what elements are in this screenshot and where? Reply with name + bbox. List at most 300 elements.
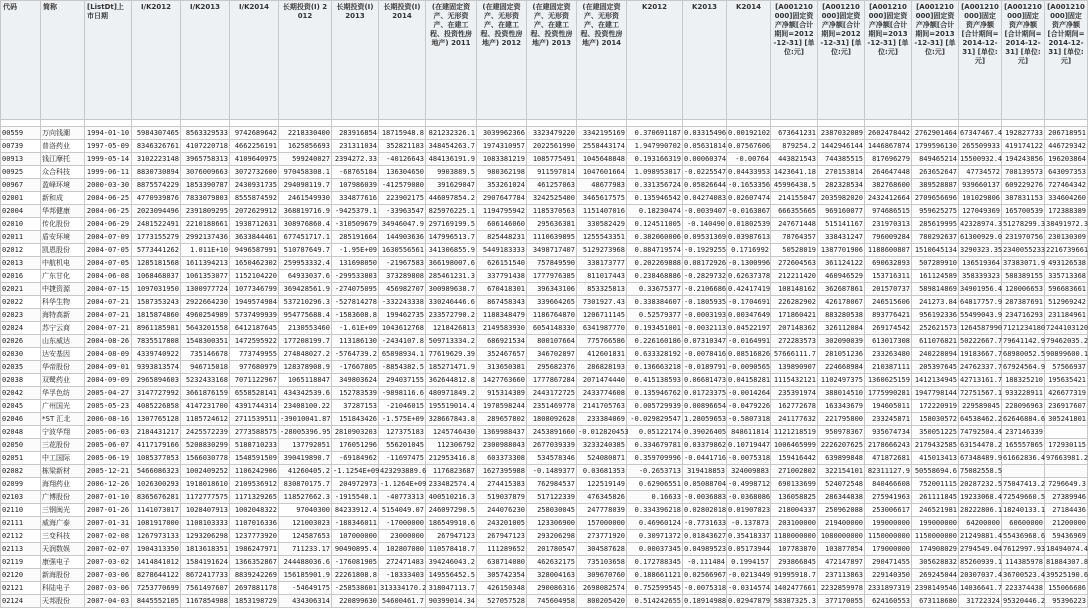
value-cell[interactable]: 4147231700	[181, 400, 230, 413]
value-cell[interactable]: 2922664230	[181, 296, 230, 309]
value-cell[interactable]: 2810903203	[332, 426, 379, 439]
value-cell[interactable]: 588389155	[1002, 270, 1045, 283]
value-cell[interactable]: 1185724612	[181, 413, 230, 426]
value-cell[interactable]: 0.338384607	[627, 296, 683, 309]
value-cell[interactable]: 205397645	[912, 361, 959, 374]
listing-date-cell[interactable]: 2004-06-29	[85, 218, 132, 231]
value-cell[interactable]: 849465214	[912, 153, 959, 166]
listing-date-cell[interactable]: 2007-01-26	[85, 504, 132, 517]
listing-date-cell[interactable]: 2007-02-07	[85, 543, 132, 556]
value-cell[interactable]: -0.1300996	[727, 257, 771, 270]
value-cell[interactable]: 1650462302	[230, 257, 279, 270]
value-cell[interactable]: 293206298	[527, 530, 577, 543]
column-header[interactable]: (在建固定资产、无形资产、在建工程、投资性房地产) 2011	[426, 1, 477, 120]
value-cell[interactable]: 0.46960124	[627, 517, 683, 530]
value-cell[interactable]: 0.08516826	[727, 348, 771, 361]
value-cell[interactable]: 670418301	[477, 283, 527, 296]
column-header[interactable]: 长期投资(I) 2014	[379, 1, 426, 120]
value-cell[interactable]: 388014510	[818, 387, 865, 400]
value-cell[interactable]: 131698050	[332, 257, 379, 270]
value-cell[interactable]: 0.334396218	[627, 504, 683, 517]
value-cell[interactable]: 42328974.3	[959, 218, 1002, 231]
value-cell[interactable]: 281051236	[818, 348, 865, 361]
value-cell[interactable]: 0.42417419	[727, 283, 771, 296]
value-cell[interactable]: 289657802	[477, 413, 527, 426]
value-cell[interactable]: -0.0075318	[683, 582, 727, 595]
value-cell[interactable]: 67924564.9	[1002, 361, 1045, 374]
column-header[interactable]: 长期投资(I) 2013	[332, 1, 379, 120]
stock-code-cell[interactable]: 02050	[1, 439, 41, 452]
stock-name-cell[interactable]: 广博股份	[41, 491, 85, 504]
value-cell[interactable]: 2794549.04	[959, 543, 1002, 556]
value-cell[interactable]: 0.124511005	[627, 218, 683, 231]
value-cell[interactable]: 446729342	[1045, 140, 1088, 153]
listing-date-cell[interactable]: 2007-02-08	[85, 530, 132, 543]
value-cell[interactable]: 368819716.9	[279, 205, 332, 218]
value-cell[interactable]: 1.098953817	[627, 166, 683, 179]
value-cell[interactable]: 7244103120	[1045, 322, 1088, 335]
value-cell[interactable]: 237113863	[818, 569, 865, 582]
value-cell[interactable]: 1587353243	[132, 296, 181, 309]
value-cell[interactable]: 149556452.5	[426, 569, 477, 582]
value-cell[interactable]: 1472595922	[230, 335, 279, 348]
stock-code-cell[interactable]: 00967	[1, 179, 41, 192]
value-cell[interactable]: -0.0441716	[683, 452, 727, 465]
value-cell[interactable]: 8830730894	[132, 166, 181, 179]
value-cell[interactable]: 0.1994157	[727, 556, 771, 569]
value-cell[interactable]: 0.135946762	[627, 387, 683, 400]
table-row[interactable]	[1, 426, 1088, 439]
value-cell[interactable]: 0.05826644	[683, 179, 727, 192]
value-cell[interactable]: 107986039	[332, 179, 379, 192]
value-cell[interactable]: 606146060	[477, 218, 527, 231]
value-cell[interactable]: 8278644122	[132, 569, 181, 582]
column-header[interactable]: [A001210000]固定资产净额[合计期间=2014-12-31] [单位:元]	[1045, 1, 1088, 120]
value-cell[interactable]: 527057528	[477, 595, 527, 608]
table-row[interactable]	[1, 283, 1088, 296]
value-cell[interactable]: 4391744314	[230, 400, 279, 413]
value-cell[interactable]: 1611394213	[181, 257, 230, 270]
value-cell[interactable]: 0.03681353	[577, 465, 627, 478]
value-cell[interactable]: 274415383	[477, 478, 527, 491]
value-cell[interactable]: 519037879	[477, 491, 527, 504]
value-cell[interactable]: 286828193	[577, 361, 627, 374]
table-row[interactable]	[1, 413, 1088, 426]
value-cell[interactable]: 107000000	[332, 530, 379, 543]
value-cell[interactable]: 480971849.2	[426, 387, 477, 400]
value-cell[interactable]: 250962088	[818, 504, 865, 517]
value-cell[interactable]: -0.0078416	[683, 348, 727, 361]
value-cell[interactable]: 0.752599545	[627, 582, 683, 595]
value-cell[interactable]: 171860421	[771, 309, 818, 322]
value-cell[interactable]: 959625275	[912, 205, 959, 218]
value-cell[interactable]: -274075095	[332, 283, 379, 296]
value-cell[interactable]: 199462735	[379, 309, 426, 322]
value-cell[interactable]: 302090039	[818, 335, 865, 348]
value-cell[interactable]: 3072732600	[230, 166, 279, 179]
value-cell[interactable]: 233384069	[577, 413, 627, 426]
value-cell[interactable]: 0.1716992	[727, 244, 771, 257]
value-cell[interactable]: 37287153	[332, 400, 379, 413]
value-cell[interactable]: 165557865	[1002, 439, 1045, 452]
value-cell[interactable]: 42713161.7	[959, 374, 1002, 387]
value-cell[interactable]: -18333403	[379, 569, 426, 582]
value-cell[interactable]: 369428561.9	[279, 283, 332, 296]
listing-date-cell[interactable]: 2006-12-26	[85, 478, 132, 491]
value-cell[interactable]: -0.1929255	[683, 244, 727, 257]
value-cell[interactable]: 0.135946542	[627, 192, 683, 205]
table-row[interactable]	[1, 322, 1088, 335]
stock-name-cell[interactable]: 中工国际	[41, 452, 85, 465]
value-cell[interactable]: 194605011	[865, 400, 912, 413]
value-cell[interactable]: 969160077	[818, 205, 865, 218]
listing-date-cell[interactable]: 2004-07-05	[85, 257, 132, 270]
value-cell[interactable]: 18494074.4	[1045, 543, 1088, 556]
stock-code-cell[interactable]: 02112	[1, 530, 41, 543]
stock-name-cell[interactable]: 凯恩股份	[41, 244, 85, 257]
value-cell[interactable]: 31722324	[959, 595, 1002, 608]
stock-code-cell[interactable]: 02024	[1, 322, 41, 335]
value-cell[interactable]: 507289910	[912, 257, 959, 270]
listing-date-cell[interactable]: 1999-06-11	[85, 166, 132, 179]
value-cell[interactable]: 950978367	[818, 426, 865, 439]
value-cell[interactable]: 305628832	[912, 556, 959, 569]
value-cell[interactable]: 2210188661	[181, 218, 230, 231]
value-cell[interactable]: 20307037.4	[959, 569, 1002, 582]
value-cell[interactable]: 61300929.0	[959, 231, 1002, 244]
value-cell[interactable]: 599240027	[279, 153, 332, 166]
value-cell[interactable]: -0.012820453	[577, 426, 627, 439]
table-row[interactable]	[1, 335, 1088, 348]
value-cell[interactable]: 853325813	[577, 283, 627, 296]
value-cell[interactable]: 139890907	[771, 361, 818, 374]
stock-code-cell[interactable]: 02124	[1, 595, 41, 608]
value-cell[interactable]: 1186764870	[527, 309, 577, 322]
stock-name-cell[interactable]: 新海股份	[41, 569, 85, 582]
value-cell[interactable]: 387831153	[1002, 192, 1045, 205]
value-cell[interactable]: 1427763660	[477, 374, 527, 387]
value-cell[interactable]: 2022561990	[527, 140, 577, 153]
value-cell[interactable]: 1150000000	[865, 530, 912, 543]
value-cell[interactable]: 84233912.4	[332, 504, 379, 517]
value-cell[interactable]: 735146678	[181, 348, 230, 361]
value-cell[interactable]: 1002409252	[181, 465, 230, 478]
value-cell[interactable]: 67348489.9	[959, 452, 1002, 465]
stock-name-cell[interactable]: 中航机电	[41, 257, 85, 270]
stock-name-cell[interactable]: 众合科技	[41, 166, 85, 179]
value-cell[interactable]: 243201005	[477, 517, 527, 530]
value-cell[interactable]: 1065118847	[279, 374, 332, 387]
value-cell[interactable]: 2071474440	[577, 374, 627, 387]
value-cell[interactable]: 241273.84	[912, 296, 959, 309]
listing-date-cell[interactable]: 2007-03-02	[85, 556, 132, 569]
table-row[interactable]	[1, 361, 1088, 374]
value-cell[interactable]: 1777867284	[527, 374, 577, 387]
value-cell[interactable]: -310509679	[332, 218, 379, 231]
value-cell[interactable]: -0.0032113	[683, 322, 727, 335]
column-header[interactable]: [A001210000]固定资产净额[合计期间=2012-12-31] [单位:元]	[771, 1, 818, 120]
value-cell[interactable]: 290086316	[527, 582, 577, 595]
table-row[interactable]	[1, 530, 1088, 543]
value-cell[interactable]: 68980052.5	[1002, 348, 1045, 361]
value-cell[interactable]: -1.61E+09	[332, 322, 379, 335]
value-cell[interactable]: 179000000	[865, 543, 912, 556]
stock-code-cell[interactable]: 00913	[1, 153, 41, 166]
value-cell[interactable]: -0.137873	[727, 517, 771, 530]
value-cell[interactable]: 1206711145	[577, 309, 627, 322]
value-cell[interactable]: 744385515	[818, 153, 865, 166]
value-cell[interactable]: 247671448	[771, 218, 818, 231]
value-cell[interactable]: 1121218519	[771, 426, 818, 439]
stock-name-cell[interactable]: 科陆电子	[41, 582, 85, 595]
value-cell[interactable]: 1947798144	[912, 387, 959, 400]
value-cell[interactable]: -21046015	[379, 400, 426, 413]
value-cell[interactable]: 65898934.1	[379, 348, 426, 361]
value-cell[interactable]: 201780547	[527, 543, 577, 556]
stock-code-cell[interactable]: 02082	[1, 465, 41, 478]
value-cell[interactable]: 0.415138593	[627, 374, 683, 387]
value-cell[interactable]: 2443172725	[527, 387, 577, 400]
value-cell[interactable]: 231970756	[1002, 231, 1045, 244]
value-cell[interactable]: 1808092628	[527, 413, 577, 426]
value-cell[interactable]: 165700539	[1002, 205, 1045, 218]
value-cell[interactable]: 1510645134	[912, 244, 959, 257]
value-cell[interactable]: 2226207625	[818, 439, 865, 452]
value-cell[interactable]: 0.00060374	[683, 153, 727, 166]
value-cell[interactable]: -176081905	[332, 556, 379, 569]
value-cell[interactable]: 893776421	[865, 309, 912, 322]
value-cell[interactable]: 0.00037345	[627, 543, 683, 556]
value-cell[interactable]: 954775688.4	[279, 309, 332, 322]
value-cell[interactable]: 1115432121	[771, 374, 818, 387]
value-cell[interactable]: 2184431217	[132, 426, 181, 439]
value-cell[interactable]: 51278299.3	[1002, 218, 1045, 231]
value-cell[interactable]: 19233068.4	[959, 491, 1002, 504]
value-cell[interactable]: 62646884.6	[1002, 413, 1045, 426]
value-cell[interactable]: 1006465999	[771, 439, 818, 452]
value-cell[interactable]: 1548591509	[230, 452, 279, 465]
value-cell[interactable]: 112306792	[426, 439, 477, 452]
value-cell[interactable]: 226282902	[771, 296, 818, 309]
value-cell[interactable]: 396343106	[527, 283, 577, 296]
value-cell[interactable]: 90899600.1	[1045, 348, 1088, 361]
listing-date-cell[interactable]: 2004-07-21	[85, 322, 132, 335]
value-cell[interactable]: 1080000000	[818, 530, 865, 543]
value-cell[interactable]: 2394272.33	[332, 153, 379, 166]
value-cell[interactable]: 1442946144	[818, 140, 865, 153]
value-cell[interactable]: 136304650	[379, 166, 426, 179]
value-cell[interactable]: 108148162	[771, 283, 818, 296]
value-cell[interactable]: 199000000	[912, 517, 959, 530]
value-cell[interactable]: 0.05088704	[683, 478, 727, 491]
value-cell[interactable]: 2072629912	[230, 205, 279, 218]
value-cell[interactable]: 231970313	[865, 218, 912, 231]
table-row[interactable]	[1, 153, 1088, 166]
value-cell[interactable]: 1918018610	[181, 478, 230, 491]
value-cell[interactable]: 690133699	[771, 478, 818, 491]
value-cell[interactable]: 1194795942	[477, 205, 527, 218]
value-cell[interactable]: 236917607	[1045, 400, 1088, 413]
table-row[interactable]	[1, 127, 1088, 140]
value-cell[interactable]: 172388389	[1045, 205, 1088, 218]
value-cell[interactable]: 1938712631	[230, 218, 279, 231]
value-cell[interactable]: 8445552105	[132, 595, 181, 608]
value-cell[interactable]: -33963547	[379, 205, 426, 218]
value-cell[interactable]: 54600461.7	[379, 595, 426, 608]
value-cell[interactable]: 0.35418337	[727, 530, 771, 543]
value-cell[interactable]: 6558528141	[230, 387, 279, 400]
value-cell[interactable]: 830870175.7	[279, 478, 332, 491]
stock-name-cell[interactable]: 广东甘化	[41, 270, 85, 283]
value-cell[interactable]: -0.0163867	[727, 205, 771, 218]
listing-date-cell[interactable]: 2007-01-31	[85, 517, 132, 530]
value-cell[interactable]: 0.01723375	[683, 387, 727, 400]
value-cell[interactable]: 0.172788345	[627, 556, 683, 569]
value-cell[interactable]: 158030572	[912, 413, 959, 426]
value-cell[interactable]: 0.33675377	[627, 283, 683, 296]
value-cell[interactable]: 0.06681473	[683, 374, 727, 387]
stock-name-cell[interactable]: 三钢闽光	[41, 504, 85, 517]
value-cell[interactable]: 185271471.9	[426, 361, 477, 374]
value-cell[interactable]: 111289652	[477, 543, 527, 556]
column-header[interactable]: [A001210000]固定资产净额[合计期间=2013-12-31] [单位:元]	[912, 1, 959, 120]
value-cell[interactable]: -5764739.2	[332, 348, 379, 361]
value-cell[interactable]: 626151540	[477, 257, 527, 270]
value-cell[interactable]: 7612997.93	[1002, 543, 1045, 556]
value-cell[interactable]: 18715948.8	[379, 127, 426, 140]
value-cell[interactable]: 686921534	[477, 335, 527, 348]
value-cell[interactable]: 0.202269888	[627, 257, 683, 270]
value-cell[interactable]: 0.16633	[627, 491, 683, 504]
value-cell[interactable]: -0.0479226	[727, 400, 771, 413]
value-cell[interactable]: 34946047.9	[379, 218, 426, 231]
value-cell[interactable]: 24762337.7	[959, 361, 1002, 374]
value-cell[interactable]: 0.18230474	[627, 205, 683, 218]
value-cell[interactable]: 946715018	[181, 361, 230, 374]
value-cell[interactable]: 308976860.4	[279, 218, 332, 231]
value-cell[interactable]: 285619995	[912, 218, 959, 231]
stock-code-cell[interactable]: 02038	[1, 374, 41, 387]
value-cell[interactable]: 1237773920	[230, 530, 279, 543]
value-cell[interactable]: -9425379.1	[332, 205, 379, 218]
value-cell[interactable]: 214155047	[771, 192, 818, 205]
value-cell[interactable]: 9393813574	[132, 361, 181, 374]
value-cell[interactable]: 64538462.2	[959, 413, 1002, 426]
value-cell[interactable]: 244076230	[477, 504, 527, 517]
stock-name-cell[interactable]: 威海广泰	[41, 517, 85, 530]
value-cell[interactable]: 64817757.9	[959, 296, 1002, 309]
value-cell[interactable]: 1777976385	[527, 270, 577, 283]
listing-date-cell[interactable]: 2004-08-26	[85, 335, 132, 348]
stock-name-cell[interactable]: 传化股份	[41, 218, 85, 231]
value-cell[interactable]: 1387701906	[818, 244, 865, 257]
listing-date-cell[interactable]: 2005-06-19	[85, 452, 132, 465]
value-cell[interactable]: 2677039339	[527, 439, 577, 452]
stock-code-cell[interactable]: 02119	[1, 556, 41, 569]
stock-name-cell[interactable]: 天邦股份	[41, 595, 85, 608]
stock-name-cell[interactable]: 栋梁新材	[41, 465, 85, 478]
value-cell[interactable]: 1097031950	[132, 283, 181, 296]
value-cell[interactable]: 0.03315496	[683, 127, 727, 140]
value-cell[interactable]: 244488036.6	[279, 556, 332, 569]
value-cell[interactable]: 305241801	[1045, 413, 1088, 426]
value-cell[interactable]: 911597014	[527, 166, 577, 179]
value-cell[interactable]: 192827733	[1002, 127, 1045, 140]
value-cell[interactable]: 980362198	[477, 166, 527, 179]
value-cell[interactable]: 3039962366	[477, 127, 527, 140]
value-cell[interactable]: 172220919	[912, 400, 959, 413]
value-cell[interactable]: 1853390787	[181, 179, 230, 192]
listing-date-cell[interactable]: 2004-06-08	[85, 270, 132, 283]
value-cell[interactable]: 102807080	[379, 543, 426, 556]
value-cell[interactable]: 377170055	[818, 595, 865, 608]
value-cell[interactable]: 509713334.2	[426, 335, 477, 348]
value-cell[interactable]: 0.188661121	[627, 569, 683, 582]
value-cell[interactable]: 1264587990	[959, 322, 1002, 335]
value-cell[interactable]: 2387032089	[818, 127, 865, 140]
listing-date-cell[interactable]: 2007-04-03	[85, 595, 132, 608]
value-cell[interactable]: 1106242906	[230, 465, 279, 478]
value-cell[interactable]: -0.0225547	[683, 166, 727, 179]
value-cell[interactable]: 0.04522197	[727, 322, 771, 335]
value-cell[interactable]: 7301927.43	[577, 296, 627, 309]
value-cell[interactable]: 261111845	[912, 491, 959, 504]
value-cell[interactable]: 537210296.3	[279, 296, 332, 309]
value-cell[interactable]: 1108103333	[181, 517, 230, 530]
value-cell[interactable]: 50222667.7	[959, 335, 1002, 348]
value-cell[interactable]: -527814278	[332, 296, 379, 309]
stock-code-cell[interactable]: 02012	[1, 244, 41, 257]
value-cell[interactable]: 95320446.2	[1002, 595, 1045, 608]
value-cell[interactable]: 27184436	[1045, 504, 1088, 517]
value-cell[interactable]: 22261808.8	[332, 569, 379, 582]
value-cell[interactable]: 0.136663218	[627, 361, 683, 374]
value-cell[interactable]: 285461231.3	[426, 270, 477, 283]
value-cell[interactable]: 3076009663	[181, 166, 230, 179]
value-cell[interactable]: 0.370691187	[627, 127, 683, 140]
value-cell[interactable]: 1978598244	[477, 400, 527, 413]
stock-code-cell[interactable]: 02103	[1, 491, 41, 504]
value-cell[interactable]: 3965758313	[181, 153, 230, 166]
value-cell[interactable]: 2481522491	[132, 218, 181, 231]
value-cell[interactable]: 643097353	[1045, 166, 1088, 179]
value-cell[interactable]: 780292637	[912, 231, 959, 244]
value-cell[interactable]: 8346326761	[132, 140, 181, 153]
value-cell[interactable]: 2109536912	[230, 478, 279, 491]
value-cell[interactable]: 817696279	[865, 153, 912, 166]
value-cell[interactable]: -0.1489377	[527, 465, 577, 478]
column-header[interactable]: 简称	[41, 1, 85, 120]
value-cell[interactable]: 21249881.4	[959, 530, 1002, 543]
value-cell[interactable]: 611076821	[912, 335, 959, 348]
value-cell[interactable]: 2178666243	[865, 439, 912, 452]
value-cell[interactable]: 152783539	[332, 387, 379, 400]
value-cell[interactable]: -2434107.8	[379, 335, 426, 348]
value-cell[interactable]: 122519149	[577, 478, 627, 491]
value-cell[interactable]: 775766586	[577, 335, 627, 348]
value-cell[interactable]: 36700523.4	[1002, 569, 1045, 582]
value-cell[interactable]: 2558443174	[577, 140, 627, 153]
value-cell[interactable]: 0.334679781	[627, 439, 683, 452]
value-cell[interactable]: 163343679	[818, 400, 865, 413]
value-cell[interactable]: 124587653	[279, 530, 332, 543]
value-cell[interactable]: 45996438.5	[771, 179, 818, 192]
stock-code-cell[interactable]: 02004	[1, 205, 41, 218]
value-cell[interactable]: -412579080	[379, 179, 426, 192]
value-cell[interactable]: 212953416.8	[426, 452, 477, 465]
value-cell[interactable]: 1402477661	[771, 582, 818, 595]
value-cell[interactable]: 5129273968	[577, 244, 627, 257]
